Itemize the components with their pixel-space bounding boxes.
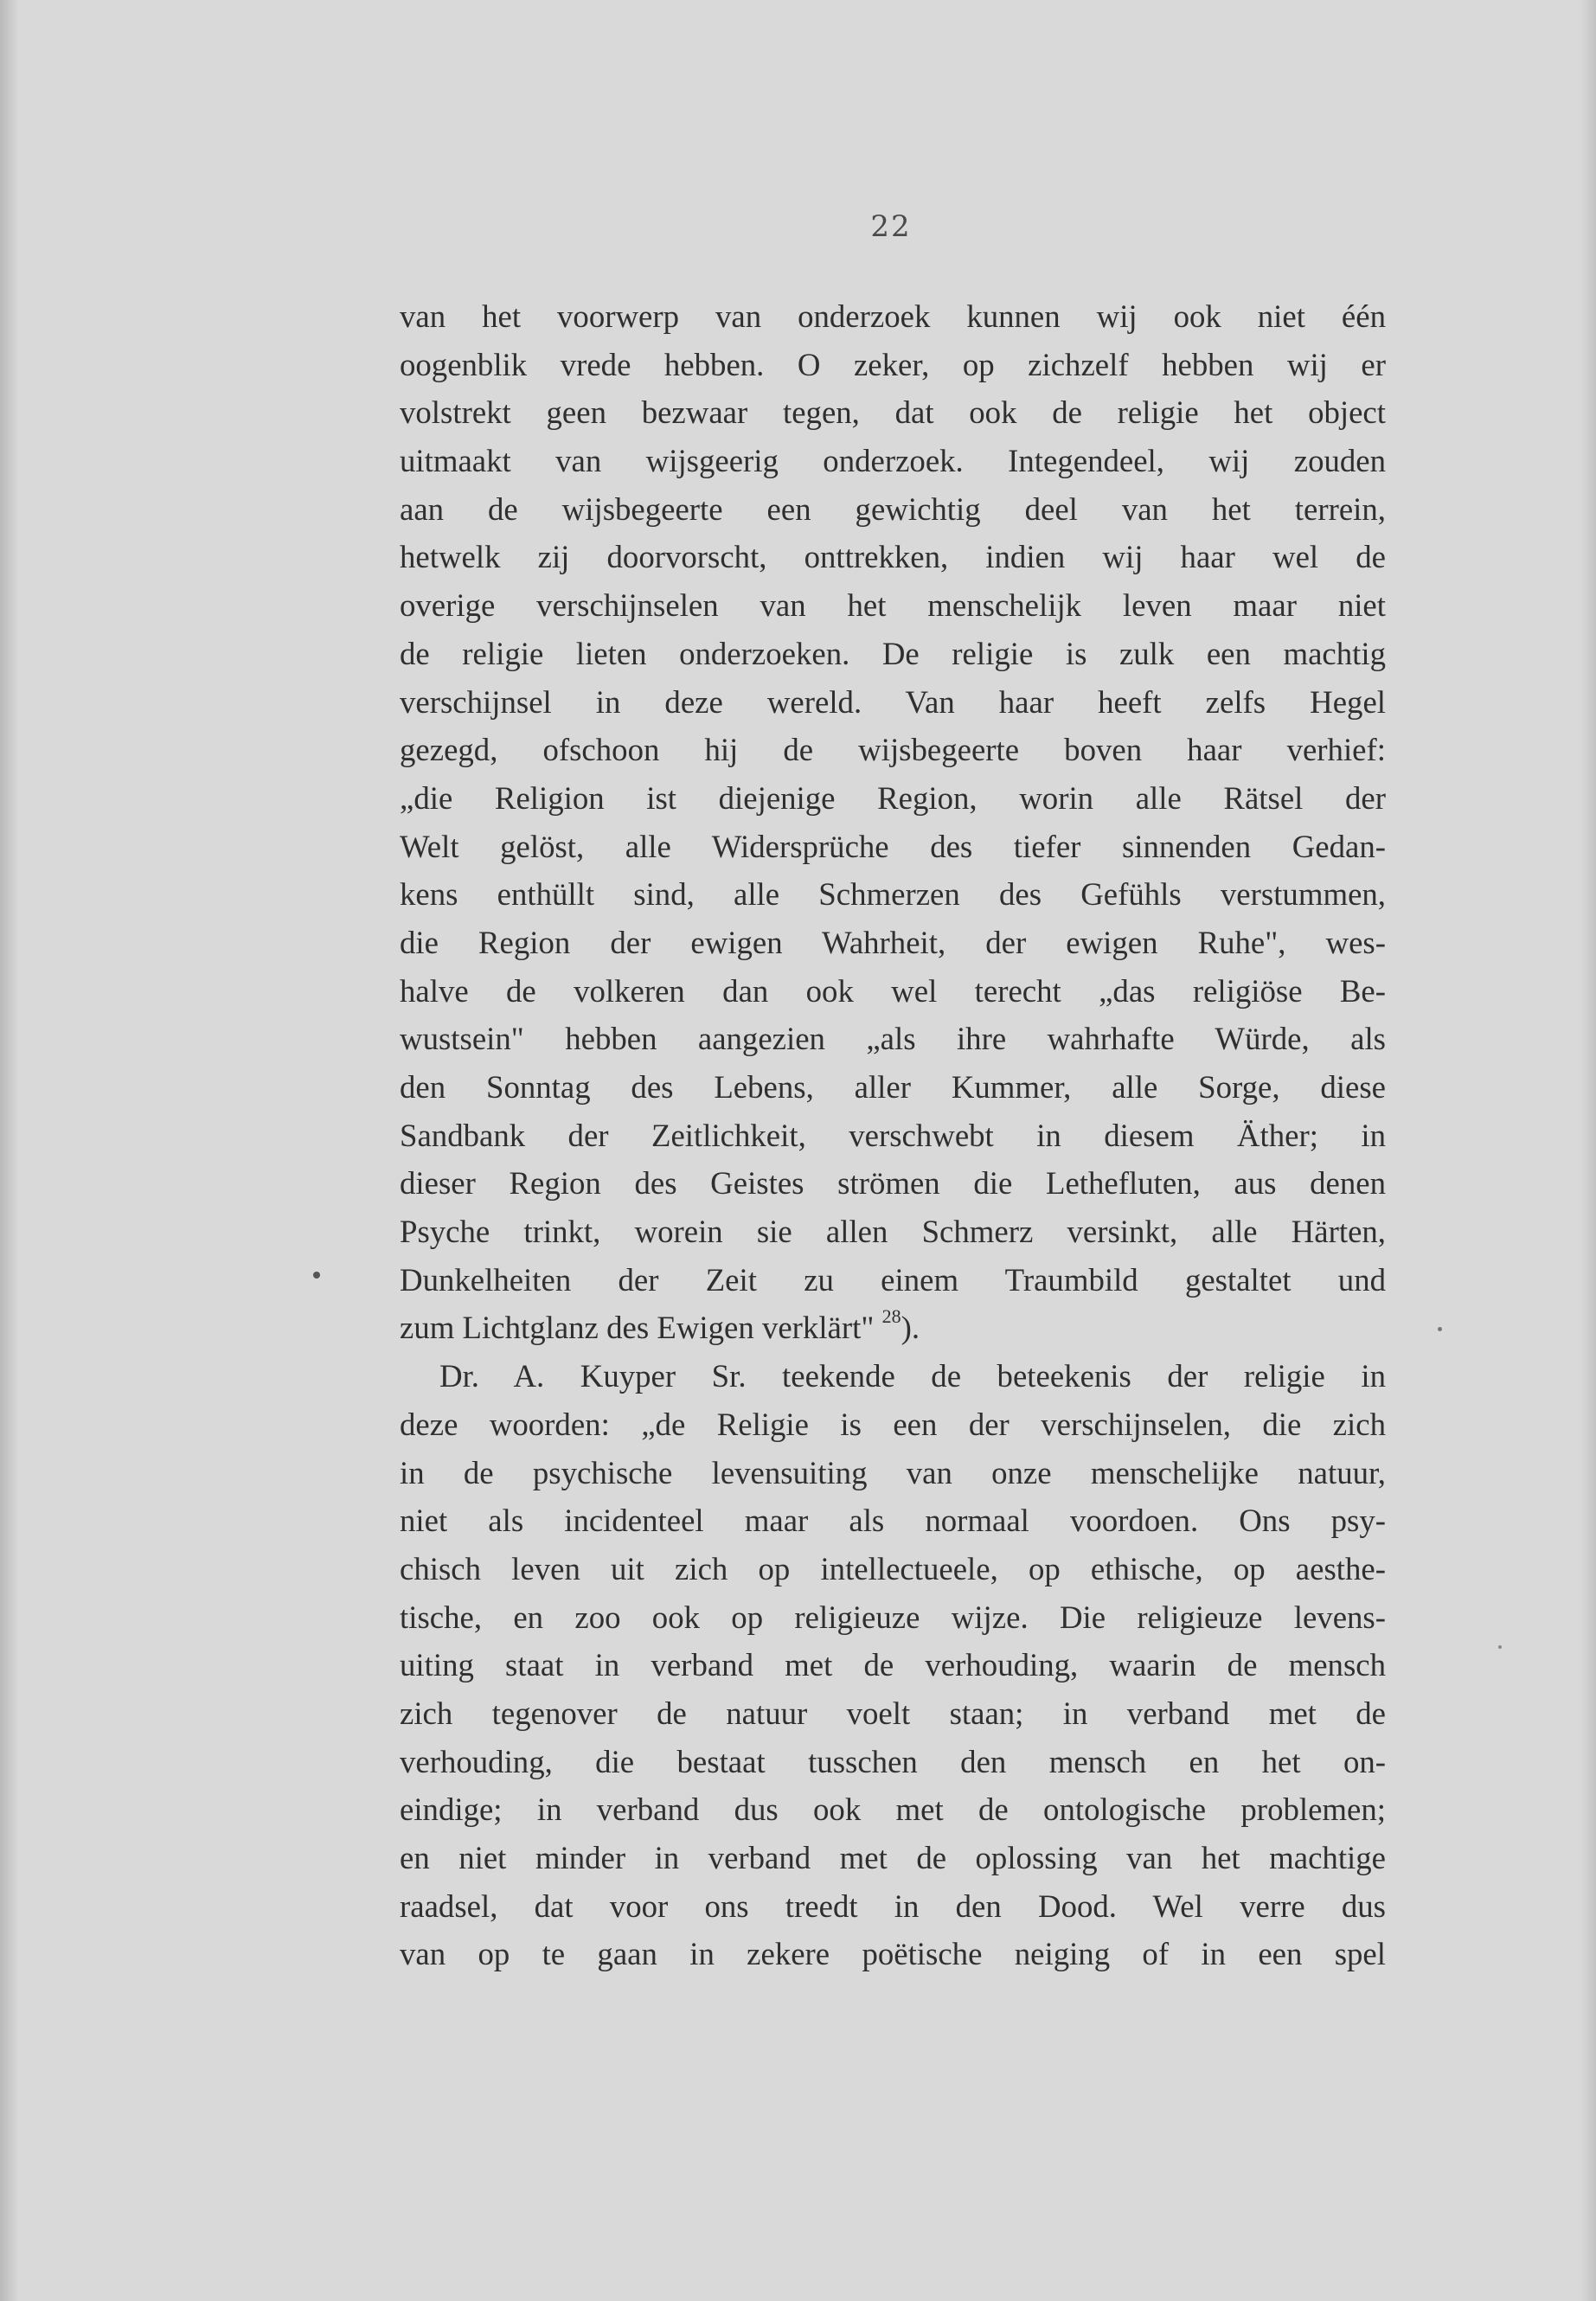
paragraph-1-line: van het voorwerp van onderzoek kunnen wij ook niet één [400, 298, 1386, 334]
paragraph-1-line: Dunkelheiten der Zeit zu einem Traumbild gestaltet und [400, 1261, 1386, 1298]
paragraph-1-line: Psyche trinkt, worein sie allen Schmerz versinkt, alle Härten, [400, 1214, 1386, 1250]
paragraph-1-line: verschijnsel in deze wereld. Van haar heeft zelfs Hegel [400, 683, 1386, 720]
page-number: 22 [870, 209, 912, 244]
paragraph-1-line: hetwelk zij doorvorscht, onttrekken, indien wij haar wel de [400, 539, 1386, 575]
paragraph-1-line: uitmaakt van wijsgeerig onderzoek. Integendeel, wij zouden [400, 443, 1386, 479]
paragraph-2 [400, 1352, 1386, 1978]
paragraph-1-line: den Sonntag des Lebens, aller Kummer, alle Sorge, diese [400, 1069, 1386, 1105]
paragraph-1-line: kens enthüllt sind, alle Schmerzen des Gefühls verstummen, [400, 876, 1386, 913]
footnote-reference: 28 [881, 1305, 901, 1328]
paragraph-1-line: „die Religion ist diejenige Region, worin alle Rätsel der [400, 779, 1386, 816]
paragraph-1-line: aan de wijsbegeerte een gewichtig deel van het terrein, [400, 490, 1386, 527]
paragraph-2-line: chisch leven uit zich op intellectueele, op ethische, op aesthe- [400, 1550, 1386, 1586]
ink-speck [1438, 1327, 1442, 1331]
paragraph-1-line: halve de volkeren dan ook wel terecht „das religiöse Be- [400, 972, 1386, 1009]
page-shadow-right [1580, 0, 1596, 2301]
paragraph-2-line: en niet minder in verband met de oplossing van het machtige [400, 1840, 1386, 1875]
paragraph-2-line: verhouding, die bestaat tusschen den mensch en het on- [400, 1743, 1386, 1779]
paragraph-2-line: zich tegenover de natuur voelt staan; in verband met de [400, 1695, 1386, 1731]
ink-speck [313, 1272, 320, 1279]
paragraph-1-line: de religie lieten onderzoeken. De religie is zulk een machtig [400, 635, 1386, 671]
paragraph-2-line: niet als incidenteel maar als normaal voordoen. Ons psy- [400, 1503, 1386, 1539]
paragraph-1-line: wustsein" hebben aangezien „als ihre wahrhafte Würde, als [400, 1021, 1386, 1057]
paragraph-1-line: volstrekt geen bezwaar tegen, dat ook de religie het object [400, 394, 1386, 431]
paragraph-1-line: dieser Region des Geistes strömen die Lethefluten, aus denen [400, 1165, 1386, 1202]
paragraph-2-line: eindige; in verband dus ook met de ontologische problemen; [400, 1791, 1386, 1828]
paragraph-1-line: die Region der ewigen Wahrheit, der ewigen Ruhe", wes- [400, 924, 1386, 960]
ink-speck [1498, 1645, 1502, 1649]
paragraph-2-line: Dr. A. Kuyper Sr. teekende de beteekenis der religie in [439, 1358, 1386, 1394]
paragraph-2-line: tische, en zoo ook op religieuze wijze. Die religieuze levens- [400, 1599, 1386, 1635]
paragraph-1-last-line-text: zum Lichtglanz des Ewigen verklärt" [400, 1310, 875, 1346]
paragraph-1-last-line [400, 1304, 1386, 1352]
paragraph-1-line: oogenblik vrede hebben. O zeker, op zichzelf hebben wij er [400, 346, 1386, 382]
paragraph-1 [400, 292, 1386, 1304]
paragraph-1-line: Sandbank der Zeitlichkeit, verschwebt in diesem Äther; in [400, 1117, 1386, 1153]
page-shadow-left [0, 0, 19, 2301]
paragraph-1-last-line-end: ). [901, 1310, 920, 1346]
paragraph-2-line: van op te gaan in zekere poëtische neiging of in een spel [400, 1936, 1386, 1972]
paragraph-1-line: overige verschijnselen van het menschelijk leven maar niet [400, 587, 1386, 624]
paragraph-2-line: in de psychische levensuiting van onze menschelijke natuur, [400, 1454, 1386, 1490]
paragraph-1-line: Welt gelöst, alle Widersprüche des tiefer sinnenden Gedan- [400, 828, 1386, 864]
paragraph-2-line: raadsel, dat voor ons treedt in den Dood. Wel verre dus [400, 1888, 1386, 1924]
body-text [400, 292, 1386, 1978]
paragraph-2-line: uiting staat in verband met de verhouding, waarin de mensch [400, 1647, 1386, 1683]
paragraph-2-line: deze woorden: „de Religie is een der verschijnselen, die zich [400, 1406, 1386, 1442]
paragraph-1-line: gezegd, ofschoon hij de wijsbegeerte boven haar verhief: [400, 732, 1386, 768]
